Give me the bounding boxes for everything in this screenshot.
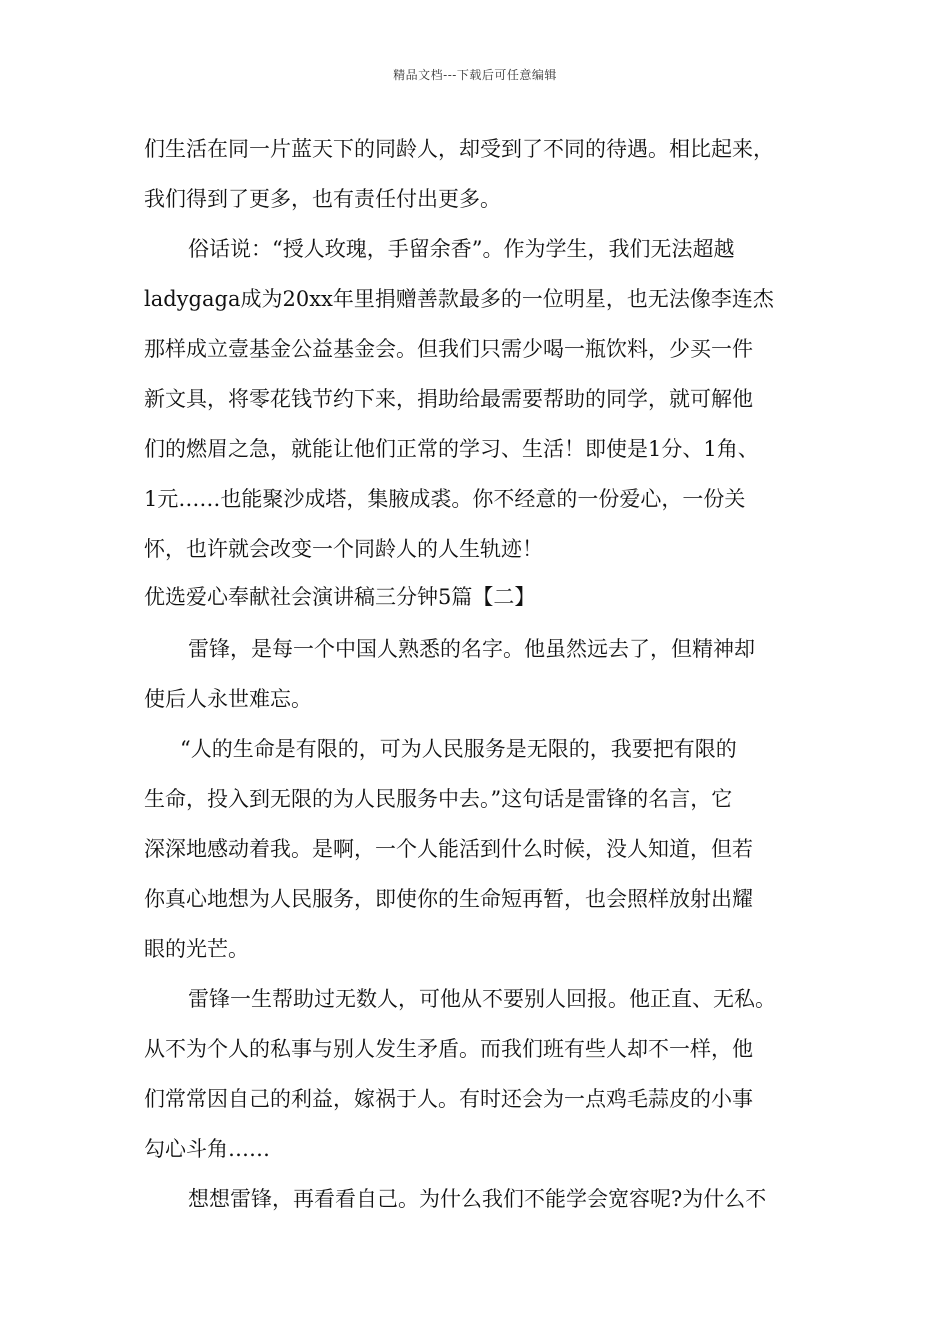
text-line: 新文具，将零花钱节约下来，捐助给最需要帮助的同学，就可解他 bbox=[144, 387, 753, 411]
section-heading: 优选爱心奉献社会演讲稿三分钟5篇【二】 bbox=[144, 585, 536, 609]
text-line: “人的生命是有限的，可为人民服务是无限的，我要把有限的 bbox=[180, 737, 737, 761]
text-line: 们的燃眉之急，就能让他们正常的学习、生活！即使是1分、1角、 bbox=[144, 437, 759, 461]
page-header: 精品文档---下载后可任意编辑 bbox=[393, 68, 557, 82]
text-line: 怀，也许就会改变一个同龄人的人生轨迹！ bbox=[144, 537, 543, 561]
text-line: 那样成立壹基金公益基金会。但我们只需少喝一瓶饮料，少买一件 bbox=[144, 337, 753, 361]
text-line: 勾心斗角…… bbox=[144, 1137, 270, 1161]
text-line: 从不为个人的私事与别人发生矛盾。而我们班有些人却不一样，他 bbox=[144, 1037, 753, 1061]
paragraph-leifeng-quote bbox=[144, 724, 834, 974]
paragraph-proverb bbox=[144, 224, 834, 574]
paragraph-leifeng-intro bbox=[144, 624, 834, 724]
text-line: 深深地感动着我。是啊，一个人能活到什么时候，没人知道，但若 bbox=[144, 837, 753, 861]
paragraph-leifeng-help bbox=[144, 974, 834, 1174]
text-line: 雷锋，是每一个中国人熟悉的名字。他虽然远去了，但精神却 bbox=[188, 637, 755, 661]
text-line: 我们得到了更多，也有责任付出更多。 bbox=[144, 187, 501, 211]
text-line: 俗话说：“授人玫瑰，手留余香”。作为学生，我们无法超越 bbox=[188, 237, 735, 261]
document-body bbox=[144, 124, 834, 1224]
text-line: 使后人永世难忘。 bbox=[144, 687, 312, 711]
text-line: 1元……也能聚沙成塔，集腋成裘。你不经意的一份爱心，一份关 bbox=[144, 487, 746, 511]
text-line: 想想雷锋，再看看自己。为什么我们不能学会宽容呢?为什么不 bbox=[188, 1187, 767, 1211]
text-line: ladygaga成为20xx年里捐赠善款最多的一位明星，也无法像李连杰 bbox=[144, 287, 774, 311]
text-line: 眼的光芒。 bbox=[144, 937, 249, 961]
text-line: 们常常因自己的利益，嫁祸于人。有时还会为一点鸡毛蒜皮的小事 bbox=[144, 1087, 753, 1111]
text-line: 生命，投入到无限的为人民服务中去。”这句话是雷锋的名言，它 bbox=[144, 787, 733, 811]
paragraph-reflection bbox=[144, 1174, 834, 1224]
text-line: 们生活在同一片蓝天下的同龄人，却受到了不同的待遇。相比起来， bbox=[144, 137, 774, 161]
text-line: 雷锋一生帮助过无数人，可他从不要别人回报。他正直、无私。 bbox=[188, 987, 776, 1011]
paragraph-continued bbox=[144, 124, 834, 224]
text-line: 你真心地想为人民服务，即使你的生命短再暂，也会照样放射出耀 bbox=[144, 887, 753, 911]
